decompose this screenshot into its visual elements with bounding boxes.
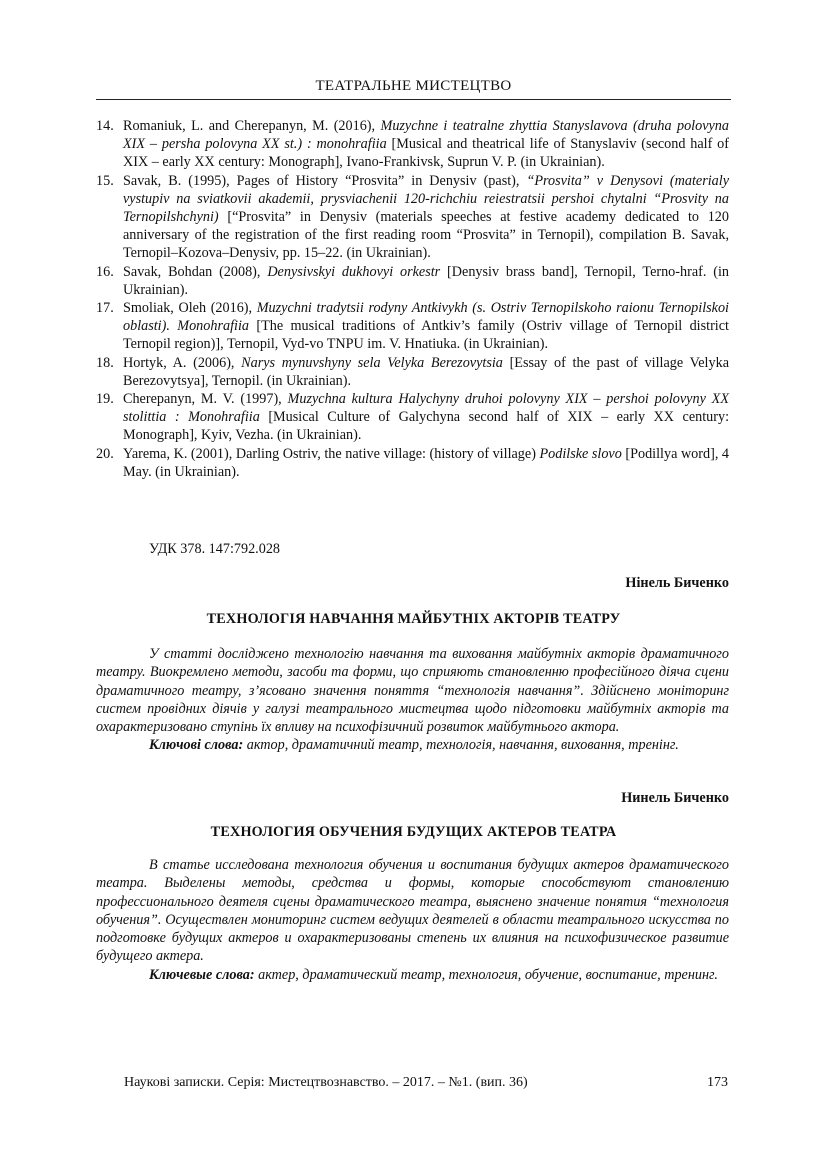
reference-item <box>96 445 729 481</box>
reference-item <box>96 354 729 390</box>
reference-title: Muzychni tradytsii rodyny Antkivykh (s. Ostriv Ternopilskoho raionu Ternopilskoi oblasti). Monohrafiia <box>123 300 730 335</box>
udc-code: УДК 378. 147:792.028 <box>149 541 281 557</box>
reference-details: [The musical traditions of Antkiv’s family (Ostriv village of Ternopil district Ternopil region)], Ternopil, Vyd-vo TNPU im. V. Hnatiuka. (in Ukrainian). <box>123 318 729 353</box>
reference-authors: Savak, B. (1995), Pages of History “Prosvita” in Denysiv (past), <box>123 172 527 189</box>
reference-item <box>96 263 729 299</box>
reference-authors: Hortyk, A. (2006), <box>123 354 242 371</box>
article-title-ua: ТЕХНОЛОГІЯ НАВЧАННЯ МАЙБУТНІХ АКТОРІВ ТЕАТРУ <box>206 611 621 627</box>
footer-journal: Наукові записки. Серія: Мистецтвознавство. – 2017. – №1. (вип. 36) <box>124 1075 528 1090</box>
abstract-text-ua: У статті досліджено технологію навчання та виховання майбутніх акторів драматичного театру. Виокремлено методи, засоби та форми, що сприяють становленню професійного діяча сцени драматичного театру, з’ясовано значення поняття “технологія навчання”. Здійснено моніторинг систем провідних діячів у галузі театрального мистецтва щодо підготовки майбутніх акторів та охарактеризовано ступінь їх впливу на психофізичний розвиток майбутнього актора. <box>96 646 729 736</box>
reference-title: “Prosvita” v Denysovi (materialy vystupiv na sviatkovii akademii, prysviachenii 120-richchiu reiestratsii pershoi chytalni “Prosvity na Ternopilshchyni) <box>123 172 729 226</box>
keywords-label-ua: Ключові слова: <box>149 737 244 754</box>
reference-authors: Yarema, K. (2001), Darling Ostriv, the native village: (history of village) <box>123 445 540 462</box>
keywords-text-ua: актор, драматичний театр, технологія, навчання, виховання, тренінг. <box>243 737 679 754</box>
reference-number: 20. <box>96 445 114 462</box>
abstract-ua <box>96 645 729 755</box>
reference-details: [Podillya word], 4 May. (in Ukrainian). <box>123 445 730 480</box>
reference-number: 16. <box>96 263 114 280</box>
reference-title: Denysivskyi dukhovyi orkestr <box>267 263 441 280</box>
reference-number: 17. <box>96 300 114 317</box>
reference-details: [Denysiv brass band], Ternopil, Terno-hraf. (in Ukrainian). <box>123 263 730 298</box>
reference-number: 19. <box>96 391 114 408</box>
keywords-text-ru: актер, драматический театр, технология, обучение, воспитание, тренинг. <box>254 966 718 983</box>
reference-number: 18. <box>96 354 114 371</box>
reference-item <box>96 172 729 263</box>
reference-details: [“Prosvita” in Denysiv (materials speeches at festive academy dedicated to 120 anniversary of the registration of the first reading room “Prosvita” in Ternopil), compilation B. Savak, Ternopil–Kozova–Denysiv, pp. 15–22. (in Ukrainian). <box>123 209 729 262</box>
keywords-ru <box>96 966 729 984</box>
reference-details: [Musical and theatrical life of Stanyslaviv (second half of XIX – early XX century: Monograph], Ivano-Frankivsk, Suprun V. P. (in Ukrainian). <box>123 136 729 171</box>
reference-title: Podilske slovo <box>539 445 622 462</box>
running-head: ТЕАТРАЛЬНЕ МИСТЕЦТВО <box>96 78 731 100</box>
keywords-ua <box>96 736 729 754</box>
reference-list <box>96 117 729 481</box>
reference-title: Muzychna kultura Halychyny druhoi polovyny XIX – pershoi polovyny XX stolittia : Monohrafiia <box>123 391 729 426</box>
reference-details: [Essay of the past of village Velyka Berezovytsya], Ternopil. (in Ukrainian). <box>123 354 729 389</box>
reference-authors: Romaniuk, L. and Cherepanyn, M. (2016), <box>123 118 381 134</box>
reference-authors: Cherepanyn, M. V. (1997), <box>123 391 288 408</box>
keywords-label-ru: Ключевые слова: <box>149 966 255 983</box>
reference-authors: Savak, Bohdan (2008), <box>123 263 268 280</box>
reference-item <box>96 117 729 172</box>
abstract-text-ru: В статье исследована технология обучения и воспитания будущих актеров драматического театра. Выделены методы, средства и формы, которые способствуют становлению профессионального деятеля сцены драматического театра, выяснено значение понятия “технология обучения”. Осуществлен мониторинг систем ведущих деятелей в области театрального искусства по подготовке будущих актеров и охарактеризованы степень их влияния на психофизическое развитие будущего актера. <box>96 857 729 965</box>
reference-number: 15. <box>96 172 114 189</box>
reference-item <box>96 299 729 354</box>
article-title-ru: ТЕХНОЛОГИЯ ОБУЧЕНИЯ БУДУЩИХ АКТЕРОВ ТЕАТРА <box>210 824 617 840</box>
reference-details: [Musical Culture of Galychyna second half of XIX – early XX century: Monograph], Kyiv, Vezha. (in Ukrainian). <box>123 409 730 444</box>
abstract-ru <box>96 856 729 984</box>
reference-title: Muzychne i teatralne zhyttia Stanyslavova (druha polovyna XIX – persha polovyna XX st.) : monohrafiia <box>123 118 729 153</box>
reference-number: 14. <box>96 118 114 134</box>
author-name-ua: Нінель Биченко <box>625 575 729 591</box>
reference-item <box>96 390 729 445</box>
author-name-ru: Нинель Биченко <box>621 790 729 806</box>
reference-authors: Smoliak, Oleh (2016), <box>123 300 257 317</box>
page-number: 173 <box>707 1075 728 1090</box>
reference-title: Narys mynuvshyny sela Velyka Berezovytsia <box>241 354 503 371</box>
